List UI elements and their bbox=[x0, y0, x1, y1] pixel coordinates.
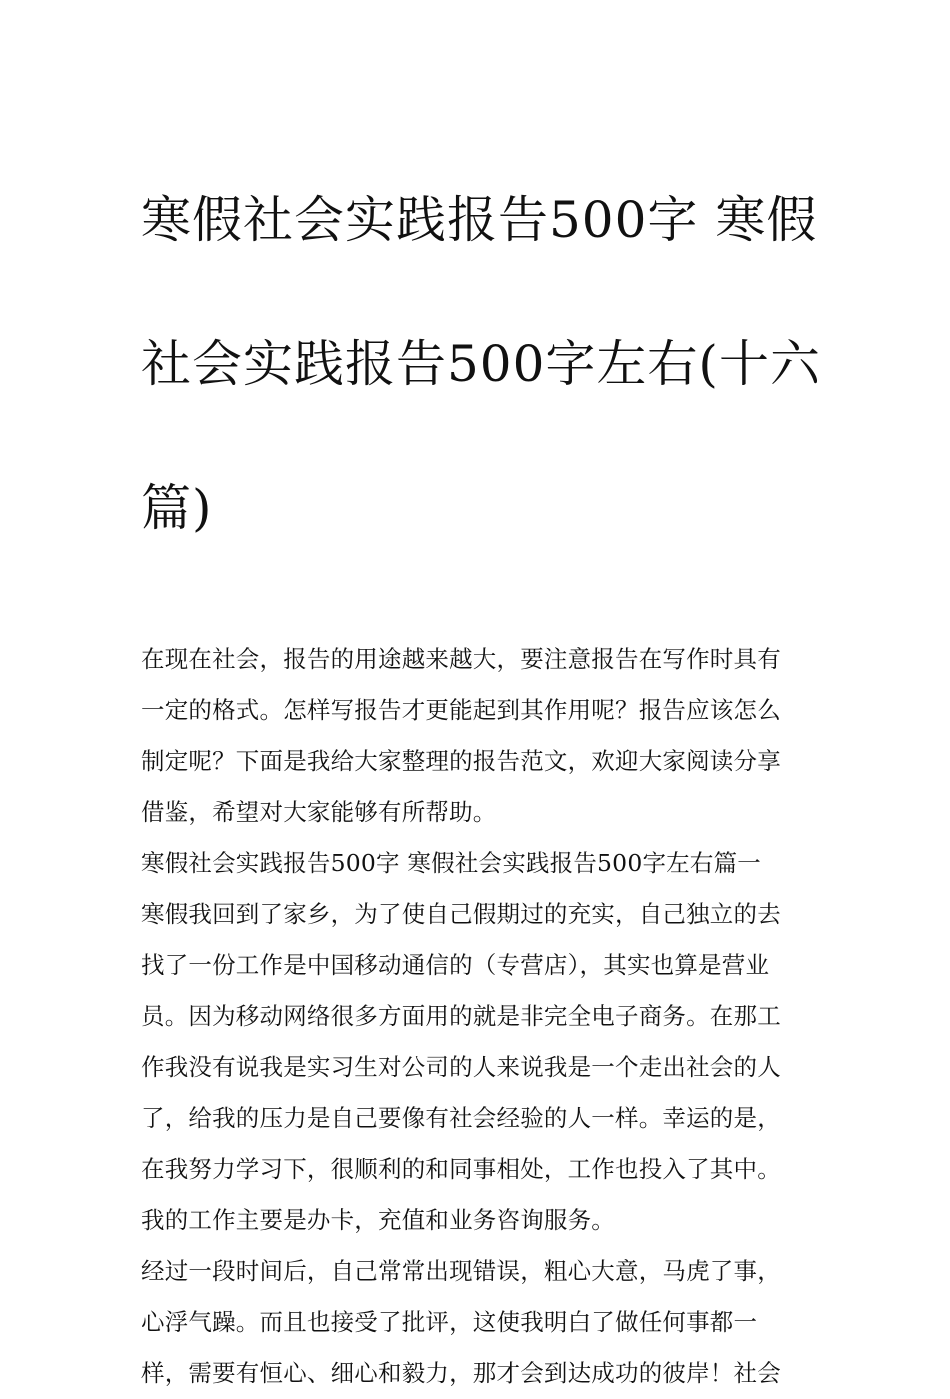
text-line: 作我没有说我是实习生对公司的人来说我是一个走出社会的人 bbox=[141, 1053, 781, 1081]
intro-paragraph bbox=[141, 634, 813, 838]
text-line: 借鉴，希望对大家能够有所帮助。 bbox=[141, 798, 497, 826]
text-line: 我的工作主要是办卡，充值和业务咨询服务。 bbox=[141, 1206, 615, 1234]
title-line: 社会实践报告500字左右(十六 bbox=[141, 335, 821, 393]
text-line: 样，需要有恒心、细心和毅力，那才会到达成功的彼岸！社会 bbox=[141, 1359, 781, 1387]
document-title bbox=[141, 112, 821, 616]
body-paragraph-1 bbox=[141, 889, 813, 1246]
section-heading bbox=[141, 838, 813, 889]
body-paragraph-2 bbox=[141, 1246, 813, 1399]
text-line: 制定呢？下面是我给大家整理的报告范文，欢迎大家阅读分享 bbox=[141, 747, 781, 775]
title-line: 寒假社会实践报告500字 寒假 bbox=[141, 191, 818, 249]
text-line: 心浮气躁。而且也接受了批评，这使我明白了做任何事都一 bbox=[141, 1308, 758, 1336]
text-line: 员。因为移动网络很多方面用的就是非完全电子商务。在那工 bbox=[141, 1002, 781, 1030]
text-line: 寒假社会实践报告500字 寒假社会实践报告500字左右篇一 bbox=[141, 849, 761, 877]
title-line: 篇) bbox=[141, 479, 213, 537]
text-line: 经过一段时间后，自己常常出现错误，粗心大意，马虎了事， bbox=[141, 1257, 781, 1285]
text-line: 一定的格式。怎样写报告才更能起到其作用呢？报告应该怎么 bbox=[141, 696, 781, 724]
text-line: 在现在社会，报告的用途越来越大，要注意报告在写作时具有 bbox=[141, 645, 781, 673]
text-line: 寒假我回到了家乡，为了使自己假期过的充实，自己独立的去 bbox=[141, 900, 781, 928]
document-content bbox=[141, 112, 821, 1399]
text-line: 在我努力学习下，很顺利的和同事相处，工作也投入了其中。 bbox=[141, 1155, 781, 1183]
text-line: 了，给我的压力是自己要像有社会经验的人一样。幸运的是， bbox=[141, 1104, 781, 1132]
text-line: 找了一份工作是中国移动通信的（专营店），其实也算是营业 bbox=[141, 951, 770, 979]
